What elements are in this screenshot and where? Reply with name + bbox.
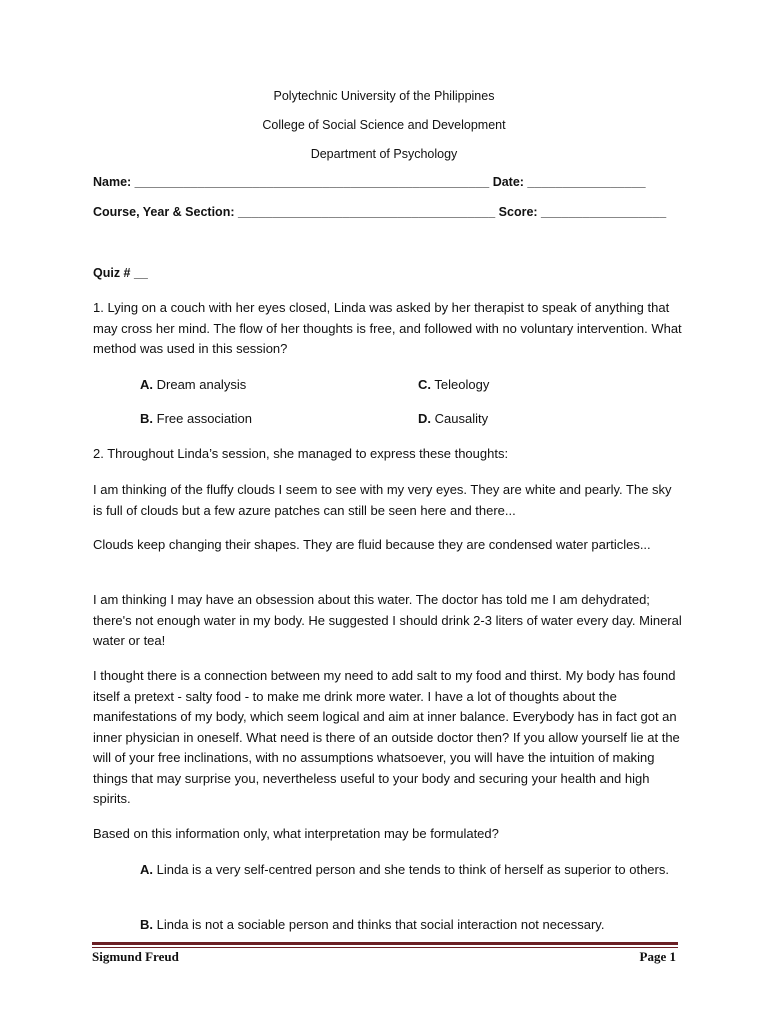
q2-option-b (93, 915, 683, 936)
option-letter: A. (140, 377, 153, 392)
q1-option-b (140, 409, 252, 429)
option-text: Linda is not a sociable person and thinks that social interaction not necessary. (156, 917, 605, 932)
footer-rule (92, 942, 678, 945)
page-number: Page 1 (639, 949, 676, 964)
name-date-row: Name: ___________________________________________________ Date: _________________ (93, 175, 646, 189)
question-2-intro: 2. Throughout Linda’s session, she managed to express these thoughts: (93, 446, 509, 461)
question-1-text: 1. Lying on a couch with her eyes closed, Linda was asked by her therapist to speak of anything that may cross her mind. The flow of her thoughts is free, and followed with no voluntary intervention. What method was used in this session? (93, 300, 682, 356)
footer-title: Sigmund Freud (92, 949, 179, 964)
department-name: Department of Psychology (310, 147, 458, 161)
university-name: Polytechnic University of the Philippines (273, 89, 495, 103)
option-letter: A. (140, 862, 153, 877)
option-letter: B. (140, 411, 153, 426)
thought-paragraph: I thought there is a connection between my need to add salt to my food and thirst. My body has found itself a pretext - salty food - to make me drink more water. I have a lot of thoughts about the manifestations of my body, which seem logical and aim at inner balance. Everybody has in fact got an inner physician in oneself. What need is there of an outside doctor then? If you allow yourself lie at the will of your free inclinations, with no assumptions whatsoever, you will have the intuition of making things that may surprise you, nevertheless useful to your body and securing your health and high spirits. (93, 668, 680, 806)
option-text: Causality (434, 411, 489, 426)
option-text: Teleology (434, 377, 490, 392)
footer-rule-thin (92, 947, 678, 948)
option-letter: C. (418, 377, 431, 392)
q1-option-c (418, 375, 489, 395)
option-text: Dream analysis (156, 377, 247, 392)
q1-option-a (140, 375, 246, 395)
thought-paragraph: Clouds keep changing their shapes. They are fluid because they are condensed water particles... (93, 537, 651, 552)
thought-paragraph: I am thinking I may have an obsession about this water. The doctor has told me I am dehydrated; there's not enough water in my body. He suggested I should drink 2-3 liters of water every day. Mineral water or tea! (93, 592, 682, 648)
q1-option-d (418, 409, 488, 429)
college-name: College of Social Science and Development (262, 118, 506, 132)
option-text: Free association (156, 411, 253, 426)
quiz-label: Quiz # __ (93, 266, 148, 280)
option-text: Linda is a very self-centred person and she tends to think of herself as superior to others. (156, 862, 669, 877)
thought-paragraph: I am thinking of the fluffy clouds I seem to see with my very eyes. They are white and pearly. The sky is full of clouds but a few azure patches can still be seen here and there... (93, 482, 672, 518)
question-2-prompt: Based on this information only, what interpretation may be formulated? (93, 826, 499, 841)
option-letter: D. (418, 411, 431, 426)
option-letter: B. (140, 917, 153, 932)
q2-option-a (93, 860, 683, 881)
course-score-row: Course, Year & Section: _____________________________________ Score: __________________ (93, 205, 667, 219)
